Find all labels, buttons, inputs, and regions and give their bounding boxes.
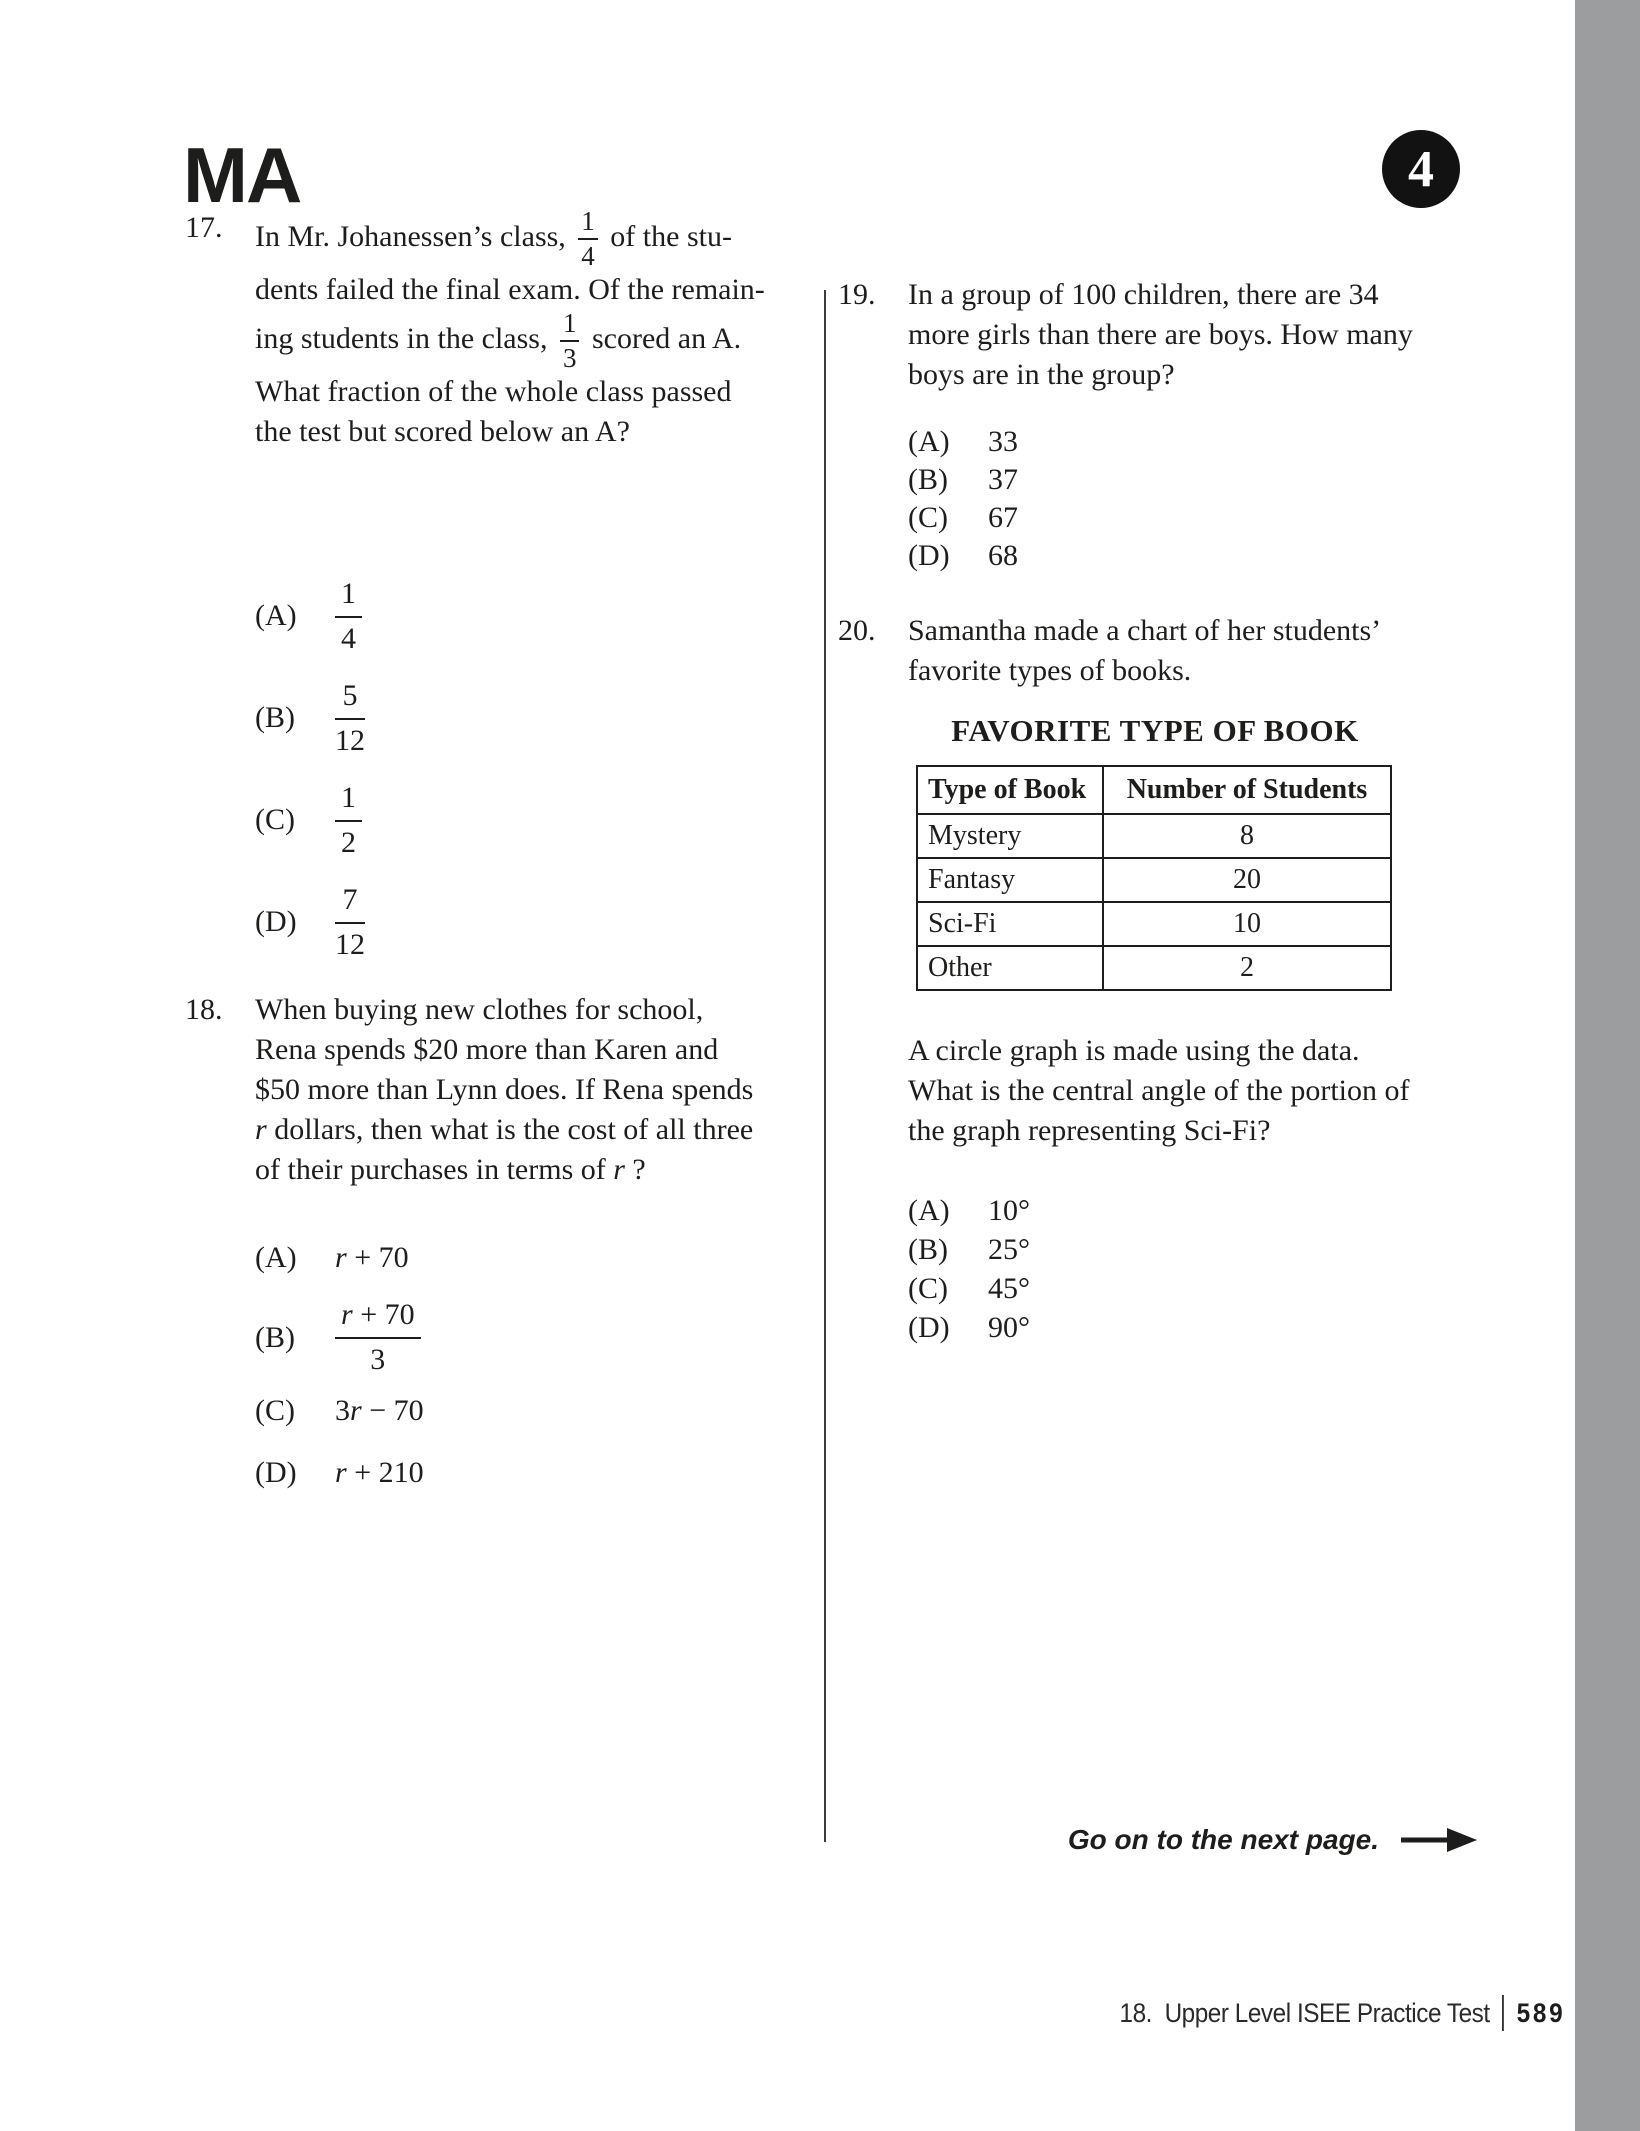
question-18-options [255, 1238, 797, 1493]
option-b: (B) 25° [908, 1232, 1030, 1266]
section-label: MA [183, 131, 301, 219]
question-19-text: In a group of 100 children, there are 34 more girls than there are boys. How many boys are in the group? [908, 278, 1413, 391]
question-17-number: 17. [185, 211, 223, 244]
table-header-row [917, 766, 1391, 814]
page-number: 589 [1516, 1997, 1565, 2028]
question-18 [185, 990, 797, 1515]
option-a: (A) 10° [908, 1193, 1030, 1227]
fraction: 5 12 [335, 678, 365, 757]
option-b: (B) 37 [908, 463, 1018, 496]
table-row-fantasy: Fantasy 20 [917, 858, 1391, 902]
footer-chapter-number: 18. [1119, 1997, 1152, 2028]
question-17-options [255, 572, 797, 966]
question-18-number: 18. [185, 993, 223, 1026]
fraction: 7 12 [335, 882, 365, 961]
question-20-number: 20. [838, 614, 876, 647]
option-a: (A) r + 70 [255, 1241, 409, 1274]
option-a: (A) 33 [908, 425, 1018, 458]
option-c: (C) 45° [908, 1271, 1030, 1305]
question-20 [838, 611, 1493, 1347]
section-number: 4 [1408, 140, 1434, 198]
fraction: r + 70 3 [335, 1300, 421, 1375]
table-row-scifi: Sci-Fi 10 [917, 902, 1391, 946]
footer-divider [1502, 1995, 1504, 2031]
question-19-options [908, 423, 1493, 575]
go-on-text: Go on to the next page. [1067, 1824, 1379, 1855]
page-edge-bar [1575, 0, 1640, 2131]
left-column [185, 208, 797, 1515]
table-header-count: Number of Students [1103, 766, 1391, 814]
option-b: (B) 5 12 [255, 678, 365, 757]
question-17 [185, 208, 797, 980]
option-c-value: 3r − 70 [335, 1394, 424, 1427]
question-18-text: When buying new clothes for school, Rena spends $20 more than Karen and $50 more than Lynn does. If Rena spends r dollars, then what is the cost of all three of their purchases in terms of r ? [255, 993, 754, 1186]
option-d: (D) r + 210 [255, 1456, 424, 1489]
go-on-instruction [1068, 1824, 1477, 1856]
option-a-value: r + 70 [335, 1241, 409, 1274]
question-20-text-2: A circle graph is made using the data. What is the central angle of the portion of the graph representing Sci-Fi? [908, 1034, 1410, 1147]
option-d-value: r + 210 [335, 1456, 424, 1489]
table-row-mystery: Mystery 8 [917, 814, 1391, 858]
fraction: 1 4 [335, 579, 362, 654]
column-divider [824, 290, 826, 1842]
option-b: (B) r + 70 3 [255, 1300, 797, 1375]
option-d: (D) 68 [908, 539, 1018, 572]
question-20-text: Samantha made a chart of her students’ favorite types of books. [908, 614, 1382, 687]
next-page-arrow-icon [1399, 1825, 1477, 1855]
question-19 [838, 275, 1493, 575]
fraction: 1 2 [335, 783, 362, 858]
question-20-options [908, 1191, 1493, 1347]
option-c: (C) 3r − 70 [255, 1394, 424, 1427]
option-d: (D) 90° [908, 1310, 1030, 1344]
option-c: (C) 1 2 [255, 776, 797, 864]
footer-book-title: Upper Level ISEE Practice Test [1164, 1997, 1490, 2028]
question-19-number: 19. [838, 278, 876, 311]
table-title: FAVORITE TYPE OF BOOK [951, 713, 1359, 748]
section-number-badge [1382, 130, 1460, 208]
table-row-other: Other 2 [917, 946, 1391, 990]
inline-fraction-1-3: $\frac{1}{3}$ [560, 310, 580, 372]
right-column [838, 275, 1493, 1347]
table-header-type: Type of Book [917, 766, 1103, 814]
favorite-book-table [916, 765, 1392, 991]
question-17-text: In Mr. Johanessen’s class, $\frac{1}{4}$ of the stu- dents failed the final exam. Of the remain- ing students in the class, $\frac{1}{3}$ scored an A. What fraction of the whole class passed the test but scored below an A? [255, 206, 765, 448]
option-d: (D) 7 12 [255, 882, 365, 961]
inline-fraction-1-4: $\frac{1}{4}$ [578, 208, 598, 270]
page-footer [1119, 1995, 1565, 2031]
option-a: (A) 1 4 [255, 572, 797, 660]
option-c: (C) 67 [908, 501, 1018, 534]
